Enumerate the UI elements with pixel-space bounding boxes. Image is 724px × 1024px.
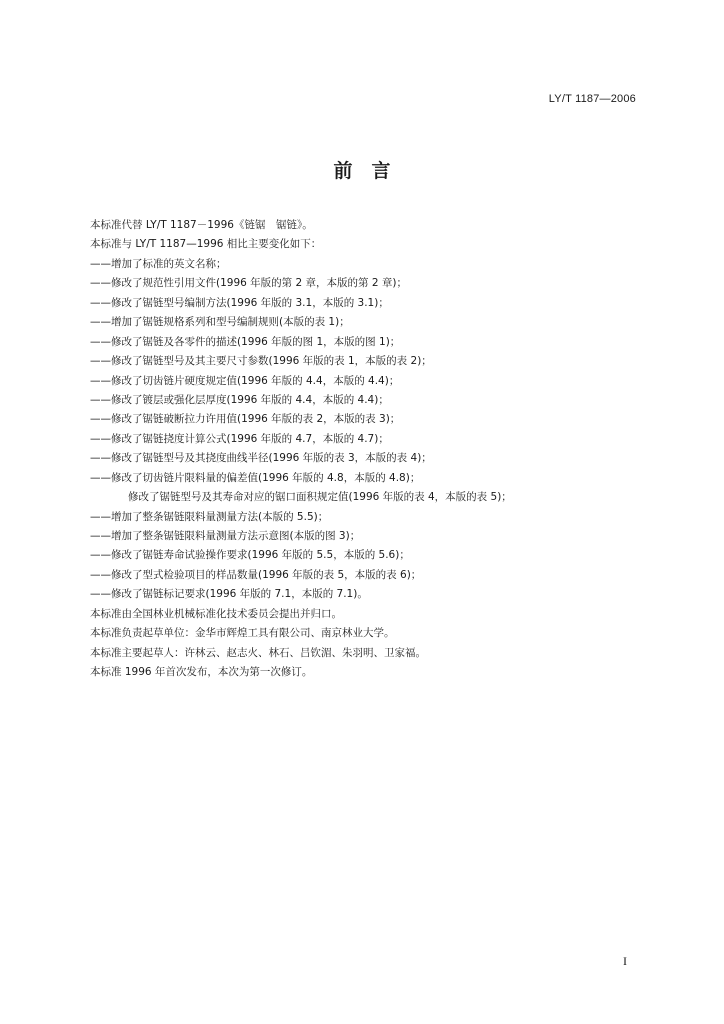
- preface-line: ——修改了锯链寿命试验操作要求(1996 年版的 5.5，本版的 5.6)；: [90, 549, 410, 562]
- preface-line: ——修改了规范性引用文件(1996 年版的第 2 章，本版的第 2 章)；: [90, 277, 407, 290]
- preface-line: ——修改了锯链标记要求(1996 年版的 7.1，本版的 7.1)。: [90, 588, 368, 601]
- preface-line: ——增加了标准的英文名称；: [90, 257, 227, 270]
- page-number: I: [623, 954, 627, 968]
- preface-line: ——修改了镀层或强化层厚度(1996 年版的 4.4，本版的 4.4)；: [90, 393, 389, 406]
- preface-line: 本标准与 LY/T 1187—1996 相比主要变化如下：: [90, 238, 322, 251]
- preface-line: 本标准负责起草单位：金华市辉煌工具有限公司、南京林业大学。: [90, 627, 395, 640]
- preface-body: [90, 216, 650, 683]
- preface-line: 本标准 1996 年首次发布，本次为第一次修订。: [90, 666, 313, 679]
- preface-line: ——修改了型式检验项目的样品数量(1996 年版的表 5，本版的表 6)；: [90, 568, 422, 581]
- preface-line: 本标准代替 LY/T 1187－1996《链锯 锯链》。: [90, 219, 313, 231]
- preface-line: ——增加了整条锯链限料量测量方法(本版的 5.5)；: [90, 510, 329, 523]
- preface-line: 修改了锯链型号及其寿命对应的锯口面积规定值(1996 年版的表 4，本版的表 5)；: [128, 491, 512, 504]
- preface-line: ——修改了锯链及各零件的描述(1996 年版的图 1，本版的图 1)；: [90, 335, 401, 348]
- preface-line: ——增加了整条锯链限料量测量方法示意图(本版的图 3)；: [90, 530, 361, 542]
- preface-line: ——修改了切齿链片限料量的偏差值(1996 年版的 4.8，本版的 4.8)；: [90, 471, 421, 484]
- preface-line: ——修改了锯链型号及其挠度曲线半径(1996 年版的表 3，本版的表 4)；: [90, 452, 432, 465]
- preface-line: ——修改了锯链破断拉力许用值(1996 年版的表 2，本版的表 3)；: [90, 413, 401, 426]
- preface-line: ——修改了切齿链片硬度规定值(1996 年版的 4.4，本版的 4.4)；: [90, 374, 400, 387]
- preface-line: ——修改了锯链型号编制方法(1996 年版的 3.1，本版的 3.1)；: [90, 296, 389, 309]
- page-title: 前 言: [333, 160, 391, 182]
- preface-line: ——修改了锯链型号及其主要尺寸参数(1996 年版的表 1，本版的表 2)；: [90, 355, 432, 368]
- standard-code: LY/T 1187—2006: [548, 93, 636, 105]
- preface-line: ——增加了锯链规格系列和型号编制规则(本版的表 1)；: [90, 316, 350, 329]
- preface-line: 本标准由全国林业机械标准化技术委员会提出并归口。: [90, 607, 342, 620]
- preface-line: 本标准主要起草人：许林云、赵志火、林石、吕钦湄、朱羽明、卫家福。: [90, 646, 426, 659]
- preface-line: ——修改了锯链挠度计算公式(1996 年版的 4.7，本版的 4.7)；: [90, 432, 389, 445]
